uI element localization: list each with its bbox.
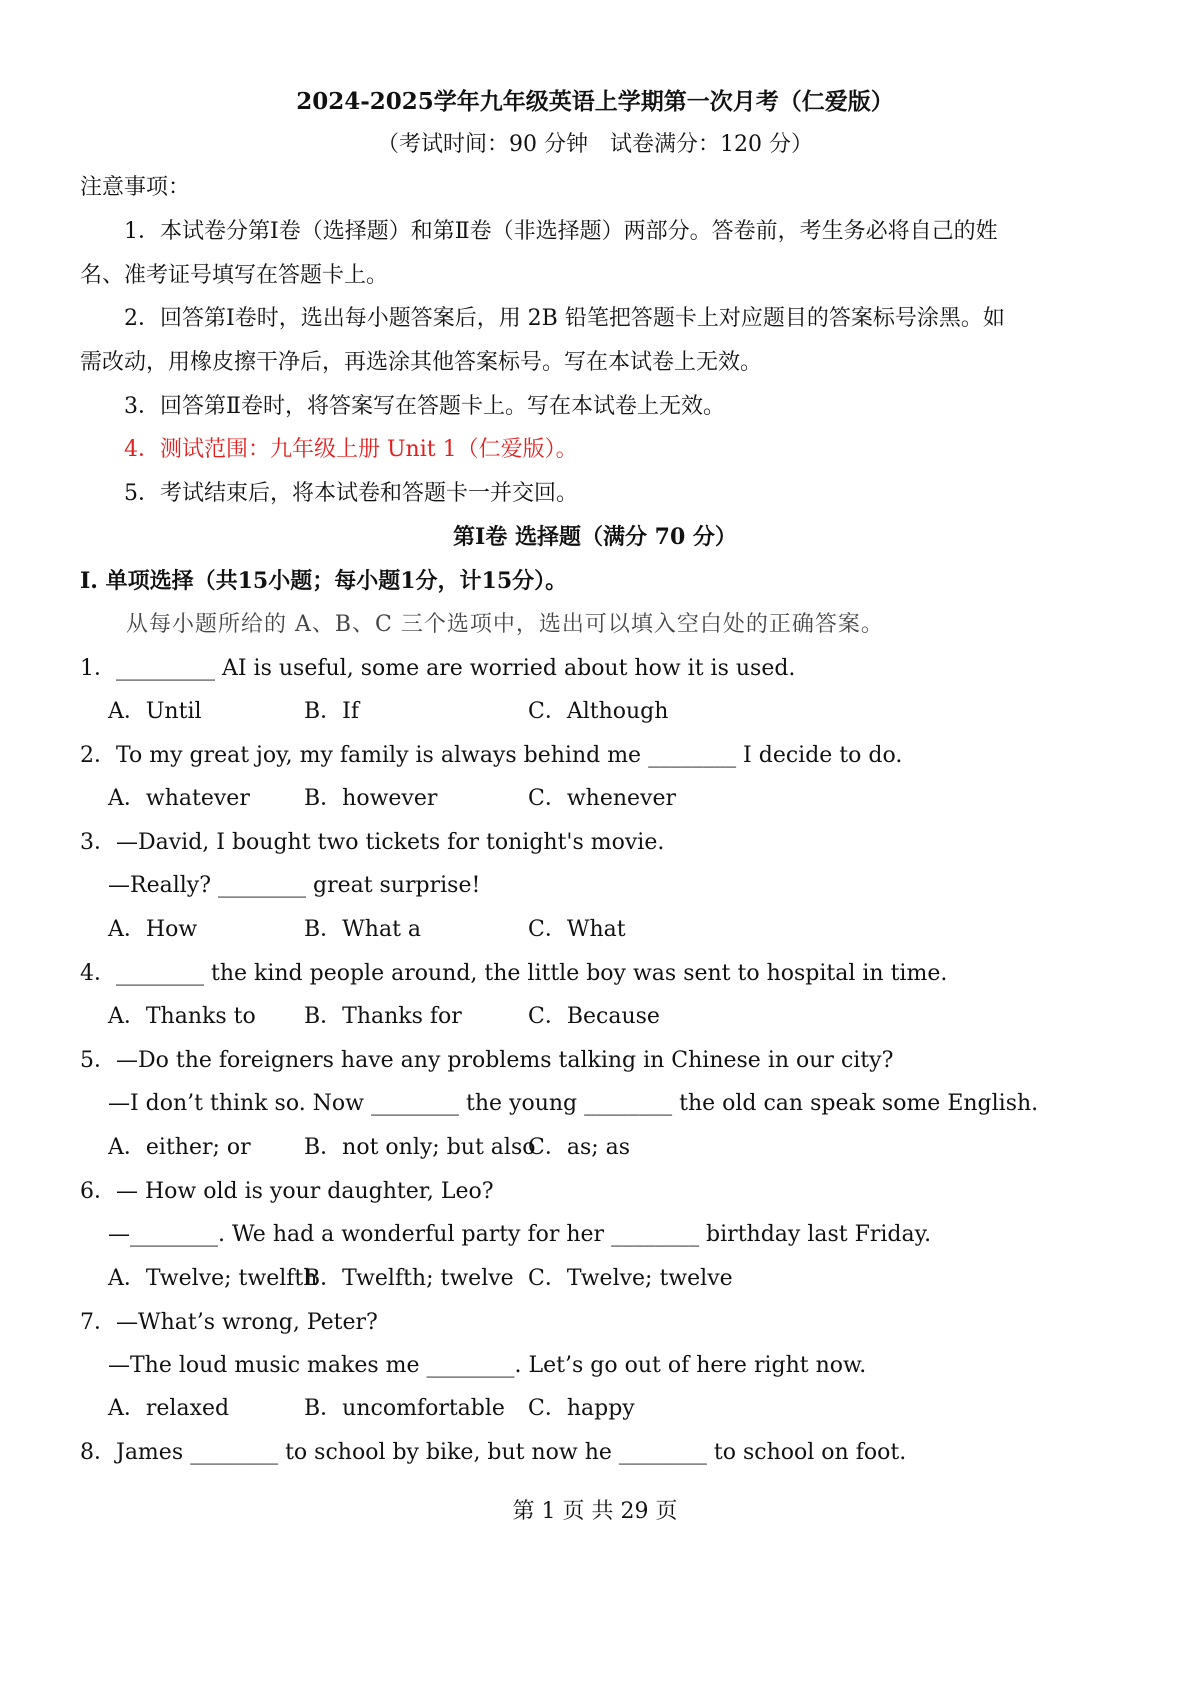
question-1: 1．_________ AI is useful, some are worried about how it is used. — [80, 656, 796, 681]
question-2: 2．To my great joy, my family is always behind me ________ I decide to do. — [80, 743, 903, 768]
q3-option-c: C．What — [528, 917, 626, 942]
section-heading: I. 单项选择（共15小题；每小题1分，计15分）。 — [80, 568, 568, 594]
note-3: 3．回答第Ⅱ卷时，将答案写在答题卡上。写在本试卷上无效。 — [124, 394, 725, 419]
question-5-line-2: —I don’t think so. Now ________ the young ________ the old can speak some English. — [108, 1091, 1039, 1116]
notes-heading: 注意事项： — [80, 175, 191, 200]
question-4: 4．________ the kind people around, the little boy was sent to hospital in time. — [80, 961, 948, 986]
q7-option-a: A．relaxed — [108, 1396, 230, 1421]
q3-option-b: B．What a — [304, 917, 422, 942]
q3-option-a: A．How — [108, 917, 198, 942]
note-1-line-1: 1．本试卷分第Ⅰ卷（选择题）和第Ⅱ卷（非选择题）两部分。答卷前，考生务必将自己的姓 — [124, 219, 998, 244]
q6-option-c: C．Twelve; twelve — [528, 1266, 733, 1291]
part-one-heading: 第Ⅰ卷 选择题（满分 70 分） — [453, 524, 737, 550]
q4-option-a: A．Thanks to — [108, 1004, 256, 1029]
q1-option-c: C．Although — [528, 699, 669, 724]
q6-option-b: B．Twelfth; twelve — [304, 1266, 514, 1291]
question-3-line-2: —Really? ________ great surprise! — [108, 873, 481, 898]
q4-option-b: B．Thanks for — [304, 1004, 462, 1029]
question-7-line-2: —The loud music makes me ________. Let’s go out of here right now. — [108, 1353, 867, 1378]
note-5: 5．考试结束后，将本试卷和答题卡一并交回。 — [124, 481, 578, 506]
note-4-test-scope: 4．测试范围：九年级上册 Unit 1（仁爱版）。 — [124, 437, 578, 462]
q7-option-b: B．uncomfortable — [304, 1396, 505, 1421]
q2-option-c: C．whenever — [528, 786, 677, 811]
q5-option-b: B．not only; but also — [304, 1135, 536, 1160]
question-5: 5．—Do the foreigners have any problems talking in Chinese in our city? — [80, 1048, 894, 1073]
q7-option-c: C．happy — [528, 1396, 635, 1421]
note-2-line-2: 需改动，用橡皮擦干净后，再选涂其他答案标号。写在本试卷上无效。 — [80, 350, 763, 375]
note-1-line-2: 名、准考证号填写在答题卡上。 — [80, 263, 389, 288]
q4-option-c: C．Because — [528, 1004, 660, 1029]
question-7: 7．—What’s wrong, Peter? — [80, 1310, 378, 1335]
q2-option-b: B．however — [304, 786, 438, 811]
page-number: 第 1 页 共 29 页 — [512, 1499, 678, 1524]
section-instruction: 从每小题所给的 A、B、C 三个选项中，选出可以填入空白处的正确答案。 — [126, 612, 884, 637]
q6-option-a: A．Twelve; twelfth — [108, 1266, 318, 1291]
q1-option-a: A．Until — [108, 699, 202, 724]
page-title: 2024-2025学年九年级英语上学期第一次月考（仁爱版） — [296, 88, 894, 115]
q2-option-a: A．whatever — [108, 786, 250, 811]
question-8: 8．James ________ to school by bike, but now he ________ to school on foot. — [80, 1440, 907, 1465]
question-6-line-2: —________. We had a wonderful party for her ________ birthday last Friday. — [108, 1222, 932, 1247]
q1-option-b: B．If — [304, 699, 360, 724]
exam-info: （考试时间：90 分钟 试卷满分：120 分） — [377, 132, 813, 157]
question-3: 3．—David, I bought two tickets for tonight's movie. — [80, 830, 665, 855]
note-2-line-1: 2．回答第Ⅰ卷时，选出每小题答案后，用 2B 铅笔把答题卡上对应题目的答案标号涂黑。如 — [124, 306, 1005, 331]
q5-option-c: C．as; as — [528, 1135, 631, 1160]
q5-option-a: A．either; or — [108, 1135, 251, 1160]
question-6: 6．— How old is your daughter, Leo? — [80, 1179, 494, 1204]
